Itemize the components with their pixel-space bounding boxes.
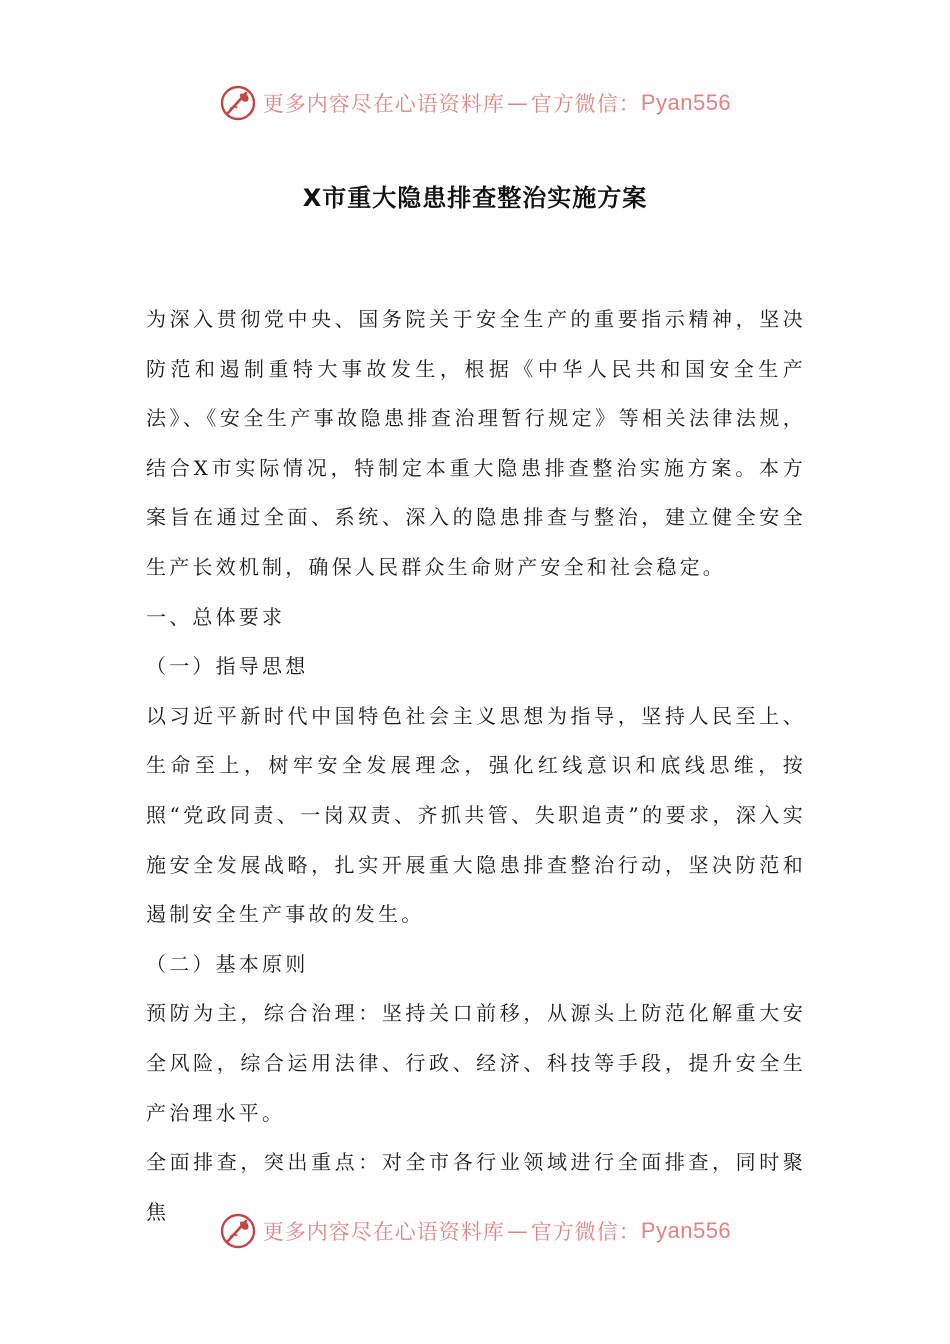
watermark-official: 官方微信： [530, 92, 641, 116]
watermark-wechat-id: Pyan556 [640, 90, 732, 115]
watermark-official: 官方微信： [530, 1220, 641, 1244]
quill-logo-icon [219, 1212, 257, 1250]
quill-logo-icon [219, 84, 257, 122]
watermark-footer [0, 1206, 950, 1256]
section-heading-general-requirements: 一、总体要求 [146, 604, 286, 629]
watermark-separator: — [506, 1219, 529, 1243]
intro-paragraph: 为深入贯彻党中央、国务院关于安全生产的重要指示精神，坚决防范和遏制重特大事故发生，根据《中华人民共和国安全生产法》、《安全生产事故隐患排查治理暂行规定》等相关法律法规，结合X市实际情况，特制定本重大隐患排查整治实施方案。本方案旨在通过全面、系统、深入的隐患排查与整治，建立健全安全生产长效机制，确保人民群众生命财产安全和社会稳定。 [146, 307, 806, 579]
document-title: X市重大隐患排查整治实施方案 [302, 184, 648, 212]
watermark-text: 更多内容尽在心语资料库 [262, 1220, 505, 1244]
document-body [146, 295, 806, 1237]
principle-prevention-paragraph: 预防为主，综合治理：坚持关口前移，从源头上防范化解重大安全风险，综合运用法律、行政、经济、科技等手段，提升安全生产治理水平。 [146, 1001, 806, 1125]
watermark-wechat-id: Pyan556 [640, 1218, 732, 1243]
guiding-thought-paragraph: 以习近平新时代中国特色社会主义思想为指导，坚持人民至上、生命至上，树牢安全发展理念，强化红线意识和底线思维，按照“党政同责、一岗双责、齐抓共管、失职追责”的要求，深入实施安全发展战略，扎实开展重大隐患排查整治行动，坚决防范和遏制安全生产事故的发生。 [146, 703, 806, 927]
watermark-header [0, 78, 950, 128]
watermark-text: 更多内容尽在心语资料库 [262, 92, 505, 116]
subsection-heading-basic-principles: （二）基本原则 [146, 951, 309, 976]
watermark-separator: — [506, 91, 529, 115]
principle-comprehensive-paragraph: 全面排查，突出重点：对全市各行业领域进行全面排查，同时聚焦 [146, 1150, 806, 1224]
subsection-heading-guiding-thought: （一）指导思想 [146, 654, 309, 679]
